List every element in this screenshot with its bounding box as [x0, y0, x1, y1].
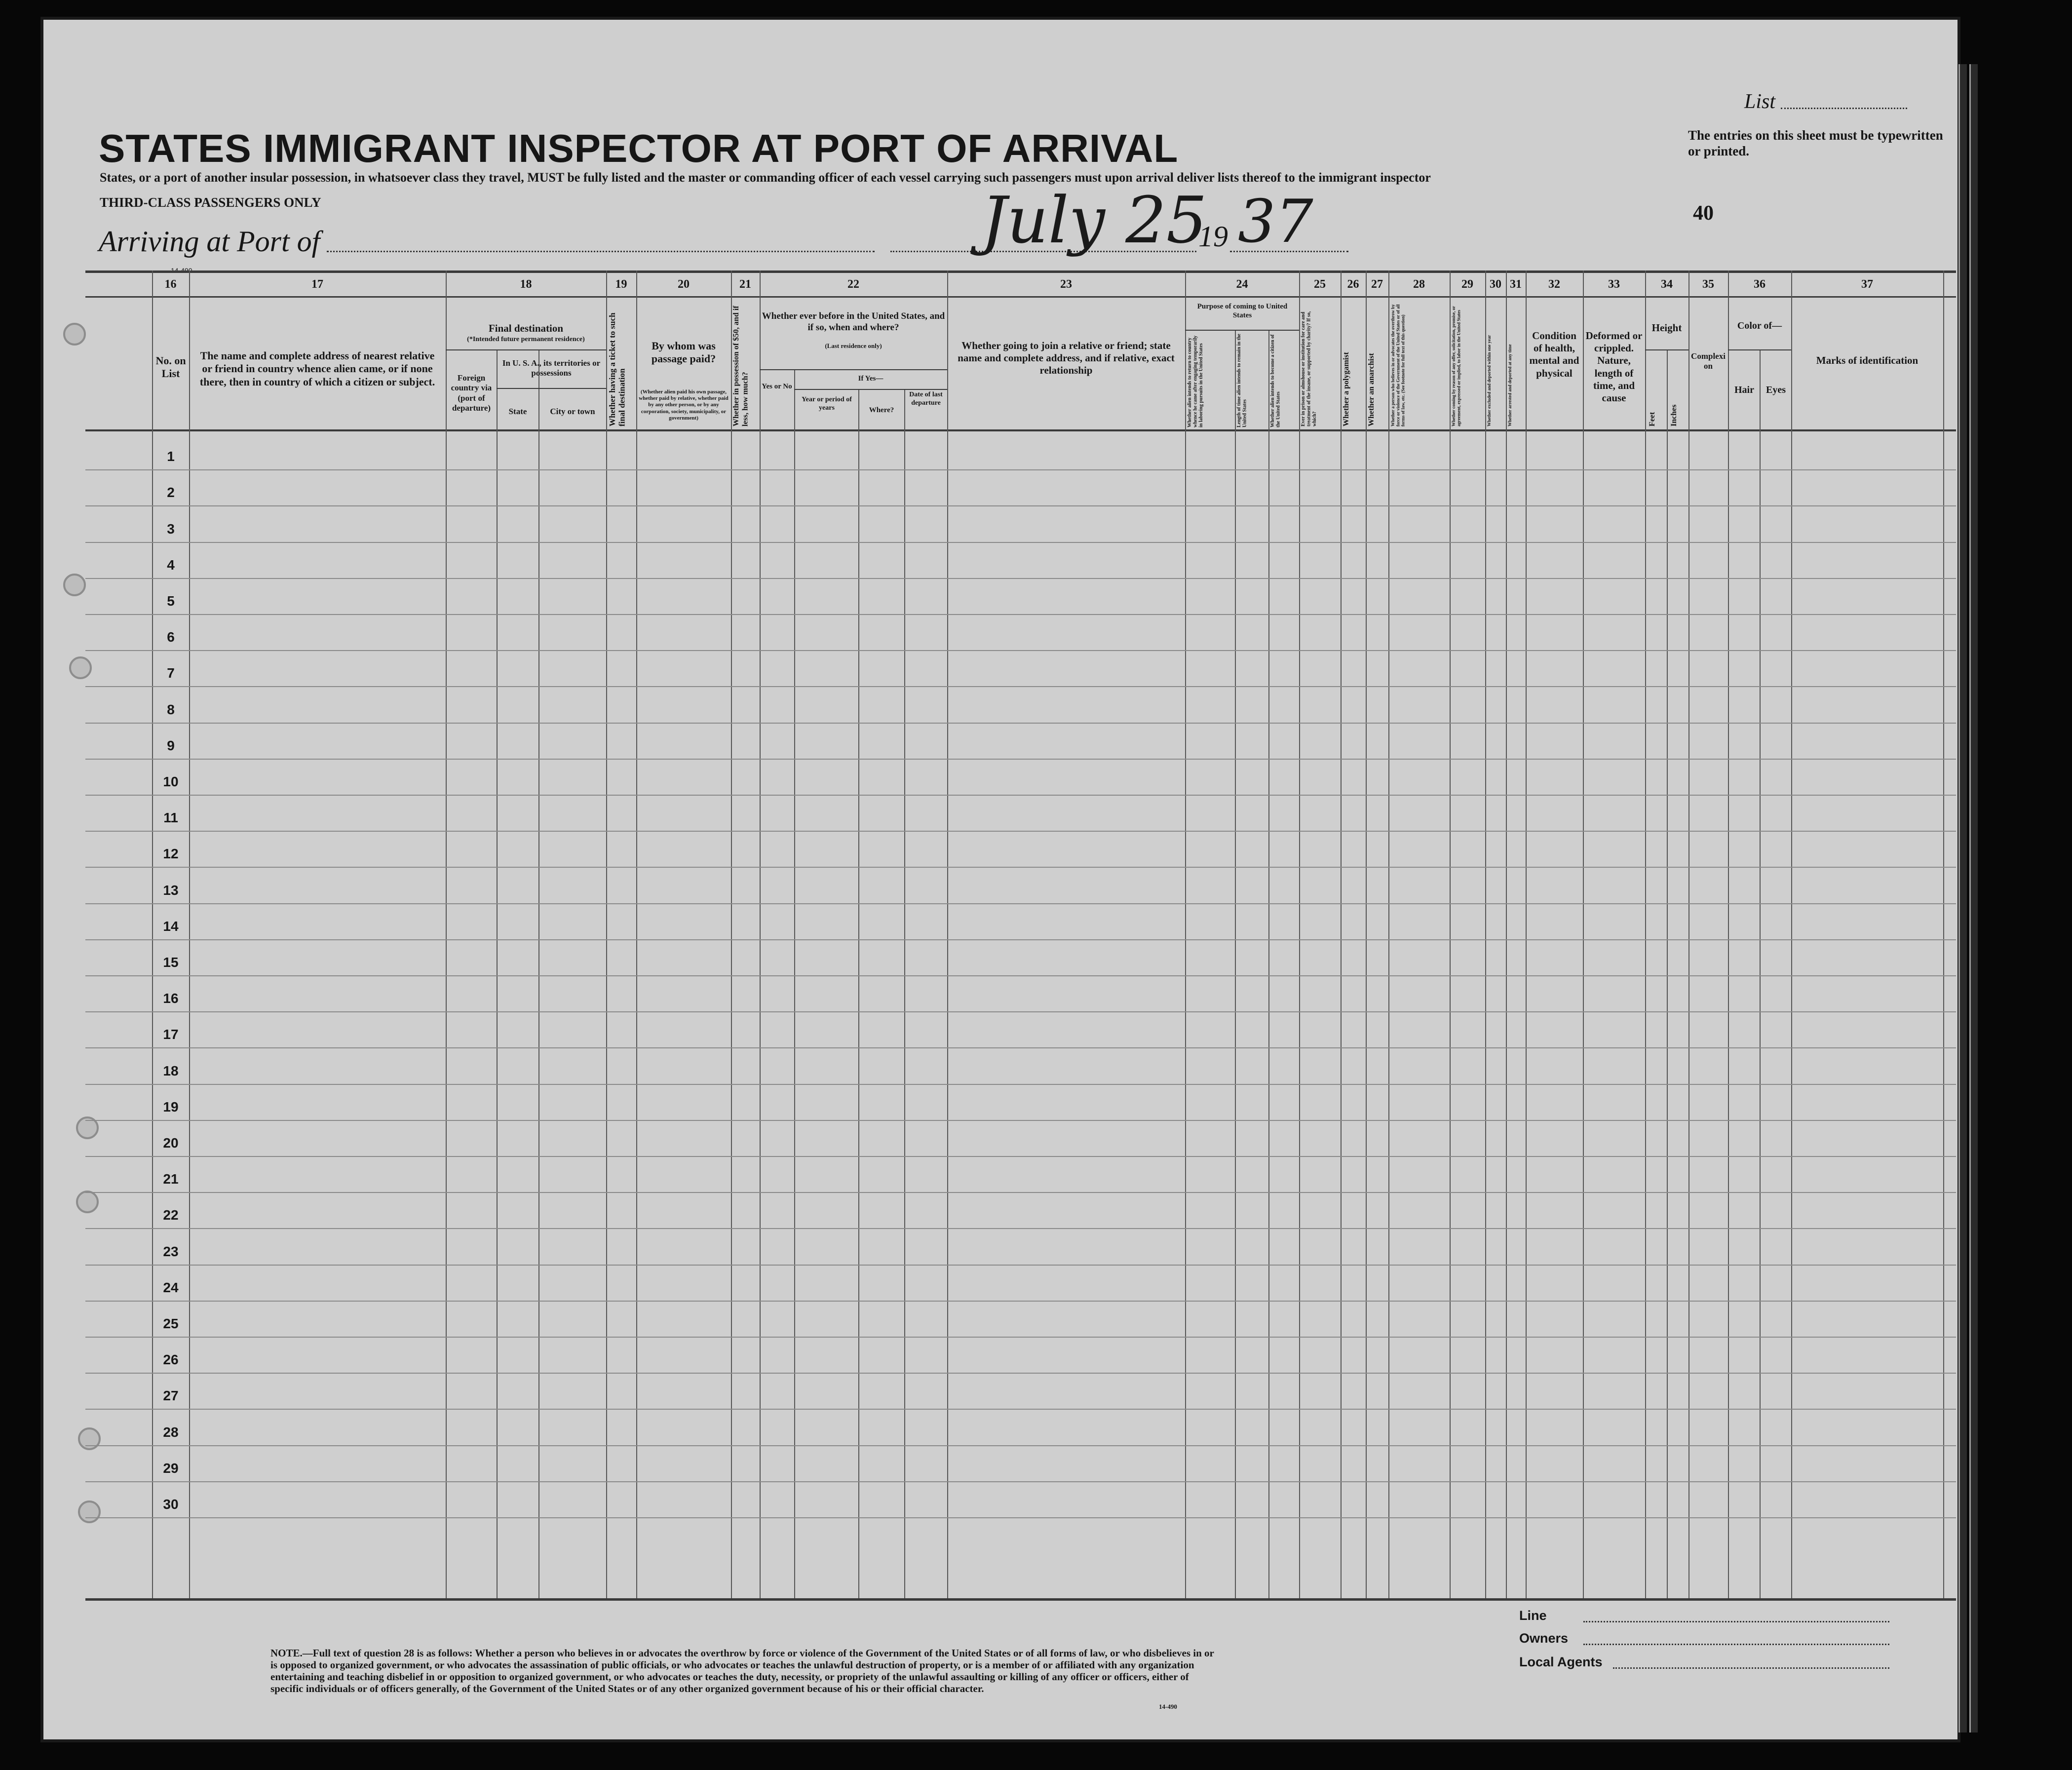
row-number: 10 [163, 774, 179, 789]
hdr-height: Height [1651, 322, 1682, 334]
col-divider [1667, 349, 1668, 1598]
colnum-20: 20 [678, 278, 690, 291]
hdr-purpose-length: Length of time alien intends to remain in the United States [1236, 334, 1248, 427]
colnum-26: 26 [1347, 278, 1359, 291]
colnum-34: 34 [1661, 278, 1673, 291]
year-prefix: 19 [1198, 220, 1228, 253]
sub-rule [1645, 349, 1688, 350]
hdr-year-period: Year or period of years [802, 396, 852, 412]
col-divider [794, 369, 795, 1598]
hdr-ever-before: Whether ever before in the United States, and if so, when and where? [762, 311, 945, 333]
table-row[interactable] [85, 1481, 1956, 1482]
colnum-17: 17 [311, 278, 323, 291]
footnote-question-28: NOTE.—Full text of question 28 is as follows: Whether a person who believes in or advocates the overthrow by force or violence of the Government of the United States or of all forms of law, or who disbelieves in or is opposed to organized government, or who advocates the assassination of public officials, or who advocates or teaches the unlawful destruction of property, or is a member of or affiliated with any organization entertaining and teaching disbelief in or opposition to organized government, or who advocates or teaches the duty, necessity, or propriety of the unlawful assaulting or killing of any officer or officers, either of specific individuals or of officers generally, of the Government of the United States or of any other organized government because of his or their official character. [270, 1647, 1214, 1694]
hdr-in-usa: In U. S. A., its territories or possessions [502, 358, 601, 378]
row-number: 18 [163, 1063, 179, 1078]
hdr-nearest-relative: The name and complete address of nearest relative or friend in country whence alien came, or if none there, then in country of which a citizen or subject. [199, 349, 435, 388]
table-row[interactable] [85, 1373, 1956, 1374]
class-label: THIRD-CLASS PASSENGERS ONLY [100, 195, 321, 210]
hdr-polygamist: Whether a polygamist [1342, 352, 1350, 426]
table-row[interactable] [85, 939, 1956, 940]
row-number: 4 [167, 557, 175, 573]
hdr-eyes: Eyes [1766, 385, 1786, 395]
row-number: 27 [163, 1388, 179, 1403]
table-row[interactable] [85, 1301, 1956, 1302]
col-divider [1760, 349, 1761, 1598]
hdr-possession-50: Whether in possession of $50, and if less, how much? [732, 306, 750, 426]
colnum-31: 31 [1510, 278, 1522, 291]
hdr-final-destination: Final destination [488, 322, 564, 334]
row-number: 8 [167, 702, 175, 717]
table-row[interactable] [85, 1156, 1956, 1157]
table-top-rule [85, 270, 1956, 273]
row-number: 23 [163, 1244, 179, 1259]
hdr-purpose-citizen: Whether alien intends to become a citizen of the United States [1270, 334, 1281, 427]
sub-rule [446, 349, 606, 350]
hdr-purpose-return: Whether alien intends to return to country whence he came after engaging temporarily in laboring pursuits in the United States [1187, 335, 1204, 427]
hdr-no-on-list: No. on List [155, 354, 186, 380]
table-row[interactable] [85, 1228, 1956, 1229]
colnum-21: 21 [739, 278, 751, 291]
list-label: List [1744, 90, 1776, 113]
hdr-feet: Feet [1648, 412, 1656, 426]
hdr-passage-paid-sub: (Whether alien paid his own passage, whether paid by relative, whether paid by any other person, or by any corporation, society, municipality, or government) [639, 389, 729, 421]
arriving-label: Arriving at Port of [99, 225, 320, 258]
handwritten-year: 37 [1238, 188, 1313, 256]
col-divider [858, 389, 859, 1598]
table-row[interactable] [85, 469, 1956, 470]
hdr-arrested: Whether arrested and deported at any time [1507, 344, 1512, 426]
table-row[interactable] [85, 1445, 1956, 1446]
hdr-foreign-country: Foreign country via (port of departure) [451, 373, 492, 413]
row-number: 20 [163, 1135, 179, 1151]
agents-label: Local Agents [1519, 1655, 1603, 1669]
owners-label: Owners [1519, 1631, 1569, 1646]
hdr-if-yes: If Yes— [858, 375, 883, 383]
hdr-yes-no: Yes or No [762, 383, 792, 390]
col-divider [497, 349, 498, 1598]
row-number: 1 [167, 449, 175, 464]
colnum-33: 33 [1608, 278, 1620, 291]
row-number: 21 [163, 1171, 179, 1187]
sub-rule [1185, 330, 1299, 331]
colnum-32: 32 [1548, 278, 1560, 291]
table-row[interactable] [85, 1265, 1956, 1266]
binder-hole [63, 574, 86, 596]
table-row[interactable] [85, 795, 1956, 796]
col-divider [538, 349, 539, 1598]
hdr-anarchist: Whether an anarchist [1367, 353, 1376, 426]
table-row[interactable] [85, 723, 1956, 724]
form-subtitle: States, or a port of another insular possession, in whatsoever class they travel, MUST be fully listed and the master or commanding officer of each vessel carrying such passengers must upon arrival deliver lists thereof to the immigrant inspector [100, 170, 1431, 185]
table-row[interactable] [85, 903, 1956, 904]
form-code-bottom: 14-490 [1159, 1703, 1177, 1710]
colnum-rule [85, 296, 1956, 298]
row-number: 12 [163, 846, 179, 861]
hdr-purpose: Purpose of coming to United States [1197, 303, 1288, 319]
colnum-28: 28 [1413, 278, 1425, 291]
table-row[interactable] [85, 831, 1956, 832]
sheet-number: 40 [1693, 202, 1714, 225]
colnum-22: 22 [847, 278, 859, 291]
row-number: 7 [167, 665, 175, 681]
row-number: 25 [163, 1316, 179, 1331]
form-title: STATES IMMIGRANT INSPECTOR AT PORT OF ARRIVAL [99, 126, 1179, 170]
table-row[interactable] [85, 686, 1956, 687]
line-field[interactable] [1583, 1621, 1889, 1622]
list-field[interactable] [1781, 108, 1907, 109]
table-row[interactable] [85, 542, 1956, 543]
sub-rule [760, 369, 947, 370]
hdr-excluded: Whether excluded and deported within one year [1487, 335, 1492, 426]
row-number: 30 [163, 1497, 179, 1512]
hdr-marks: Marks of identification [1816, 354, 1919, 366]
hdr-ever-before-sub: (Last residence only) [825, 342, 882, 349]
hdr-city: City or town [550, 407, 595, 416]
hdr-prison: Ever in prison or almshouse or institution for care and treatment of the insane, or supported by charity? If so, which? [1301, 311, 1317, 426]
line-label: Line [1519, 1608, 1547, 1623]
hdr-where: Where? [869, 406, 894, 414]
colnum-36: 36 [1754, 278, 1765, 291]
table-row[interactable] [85, 1337, 1956, 1338]
row-number: 24 [163, 1280, 179, 1295]
header-bottom-rule [85, 429, 1956, 431]
page-edge [1969, 64, 1978, 1732]
colnum-35: 35 [1702, 278, 1714, 291]
hdr-color-of: Color of— [1737, 320, 1782, 331]
table-row[interactable] [85, 759, 1956, 760]
sub-rule [1728, 349, 1791, 350]
colnum-27: 27 [1371, 278, 1383, 291]
hdr-deformed: Deformed or crippled. Nature, length of time, and cause [1585, 330, 1643, 404]
row-number: 26 [163, 1352, 179, 1367]
table-row[interactable] [85, 1120, 1956, 1121]
hdr-date-departure: Date of last departure [909, 391, 943, 407]
col-divider [1235, 330, 1236, 1598]
table-row[interactable] [85, 975, 1956, 976]
handwritten-date: July 25 [981, 183, 1207, 258]
hdr-state: State [508, 407, 527, 416]
row-number: 14 [163, 919, 179, 934]
table-row[interactable] [85, 578, 1956, 579]
colnum-23: 23 [1060, 278, 1072, 291]
row-number: 22 [163, 1207, 179, 1223]
hdr-offer-labor: Whether coming by reason of any offer, solicitation, promise, or agreement, expressed or implied, to labor in the United States [1451, 306, 1461, 426]
colnum-19: 19 [615, 278, 627, 291]
colnum-18: 18 [520, 278, 532, 291]
hdr-health: Condition of health, mental and physical [1529, 330, 1579, 379]
col-divider [1268, 330, 1269, 1598]
table-row[interactable] [85, 505, 1956, 506]
hdr-passage-paid: By whom was passage paid? [651, 340, 716, 365]
colnum-37: 37 [1861, 278, 1873, 291]
hdr-ticket: Whether having a ticket to such final destination [608, 312, 627, 426]
colnum-16: 16 [164, 278, 177, 291]
colnum-30: 30 [1490, 278, 1501, 291]
row-number: 29 [163, 1461, 179, 1476]
hdr-complexion: Complexion [1691, 351, 1726, 371]
table-row[interactable] [85, 614, 1956, 615]
row-number: 11 [163, 810, 178, 825]
manifest-sheet [43, 20, 1957, 1739]
row-number: 6 [167, 629, 175, 645]
table-row[interactable] [85, 1084, 1956, 1085]
colnum-24: 24 [1236, 278, 1248, 291]
entries-note: The entries on this sheet must be typewritten or printed. [1688, 128, 1943, 158]
col-divider [904, 389, 905, 1598]
hdr-hair: Hair [1734, 385, 1754, 395]
page-edge [1958, 64, 1967, 1732]
binder-hole [63, 323, 86, 346]
row-number: 5 [167, 593, 175, 609]
row-number: 9 [167, 738, 175, 753]
row-number: 28 [163, 1424, 179, 1440]
hdr-overthrow: Whether a person who believes in or advocates the overthrow by force or violence of the Government of the United States or of all forms of law, etc. (See footnote for full text of this question) [1390, 304, 1406, 426]
table-row[interactable] [85, 650, 1956, 651]
table-row[interactable] [85, 1047, 1956, 1048]
hdr-final-destination-sub: (*Intended future permanent residence) [467, 336, 585, 343]
table-row[interactable] [85, 1192, 1956, 1193]
table-bottom-rule [85, 1598, 1956, 1601]
manifest-table [85, 270, 1956, 1603]
row-number: 19 [163, 1099, 179, 1115]
row-number: 17 [163, 1027, 179, 1042]
sub-rule [497, 388, 606, 389]
owners-field[interactable] [1583, 1644, 1889, 1645]
hdr-inches: Inches [1670, 404, 1678, 426]
table-row[interactable] [85, 867, 1956, 868]
row-number: 3 [167, 521, 175, 537]
row-number: 2 [167, 485, 175, 500]
colnum-25: 25 [1314, 278, 1326, 291]
table-row[interactable] [85, 1517, 1956, 1518]
port-field[interactable] [327, 251, 875, 252]
row-number: 15 [163, 955, 179, 970]
table-row[interactable] [85, 1409, 1956, 1410]
sub-rule [794, 389, 947, 390]
table-row[interactable] [85, 1011, 1956, 1012]
row-number: 16 [163, 991, 179, 1006]
agents-field[interactable] [1613, 1667, 1889, 1669]
row-number: 13 [163, 883, 179, 898]
hdr-join-relative: Whether going to join a relative or friend; state name and complete address, and if relative, exact relationship [958, 340, 1175, 377]
colnum-29: 29 [1461, 278, 1473, 291]
